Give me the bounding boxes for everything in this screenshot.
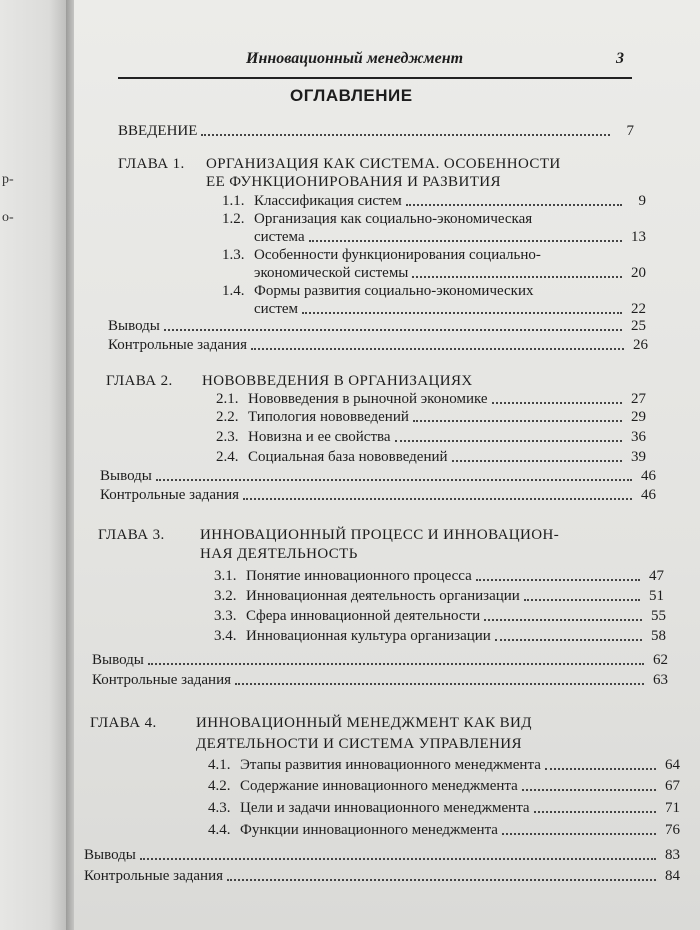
section-title: Новизна и ее свойства — [248, 429, 391, 445]
leader-dots — [534, 800, 656, 813]
leader-dots — [406, 193, 622, 206]
leader-dots — [476, 568, 640, 581]
leader-dots — [309, 229, 622, 242]
leader-dots — [484, 608, 642, 621]
chapter-title-line: ОРГАНИЗАЦИЯ КАК СИСТЕМА. ОСОБЕННОСТИ — [206, 156, 561, 172]
leader-dots — [545, 757, 656, 770]
left-page-fragment: о- — [2, 210, 14, 225]
section-title-cont: экономической системы — [254, 265, 409, 281]
section-number: 3.2. — [214, 588, 237, 604]
section-page: 67 — [665, 778, 680, 794]
leader-dots — [235, 672, 644, 685]
toc-section[interactable] — [208, 777, 680, 795]
tasks-label: Контрольные задания — [84, 868, 223, 884]
section-number: 1.4. — [222, 283, 245, 299]
conclusions-page: 83 — [665, 847, 680, 863]
section-page: 64 — [665, 757, 680, 773]
header-rule — [118, 77, 632, 79]
tasks-label: Контрольные задания — [92, 672, 231, 688]
chapter-number: ГЛАВА 2. — [106, 373, 173, 389]
section-title: Классификация систем — [254, 193, 402, 209]
leader-dots — [452, 449, 622, 462]
section-title-cont: систем — [254, 301, 299, 317]
section-number: 4.3. — [208, 800, 231, 816]
conclusions-label: Выводы — [108, 318, 160, 334]
left-page-fragment: р- — [2, 172, 14, 187]
section-page: 51 — [649, 588, 664, 604]
toc-section[interactable] — [222, 192, 646, 210]
section-number: 2.2. — [216, 409, 239, 425]
toc-title: ОГЛАВЛЕНИЕ — [290, 86, 413, 105]
toc-section[interactable] — [216, 390, 646, 408]
section-number: 2.4. — [216, 449, 239, 465]
toc-section[interactable] — [214, 607, 666, 625]
toc-tasks[interactable] — [92, 671, 668, 689]
tasks-page: 46 — [641, 487, 656, 503]
chapter-title-line: НАЯ ДЕЯТЕЛЬНОСТЬ — [200, 546, 358, 562]
leader-dots — [164, 318, 622, 331]
leader-dots — [492, 391, 622, 404]
chapter-title-line: НОВОВВЕДЕНИЯ В ОРГАНИЗАЦИЯХ — [202, 373, 473, 389]
tasks-page: 84 — [665, 868, 680, 884]
chapter-number: ГЛАВА 1. — [118, 156, 185, 172]
page-number: 3 — [616, 50, 624, 67]
toc-section[interactable] — [216, 408, 646, 426]
section-page: 27 — [631, 391, 646, 407]
conclusions-page: 62 — [653, 652, 668, 668]
toc-tasks[interactable] — [84, 867, 680, 885]
intro-page: 7 — [626, 123, 634, 139]
section-number: 2.3. — [216, 429, 239, 445]
toc-section[interactable] — [208, 821, 680, 839]
leader-dots — [413, 409, 622, 422]
tasks-label: Контрольные задания — [100, 487, 239, 503]
toc-section[interactable] — [214, 567, 664, 585]
leader-dots — [201, 123, 610, 136]
section-page: 58 — [651, 628, 666, 644]
leader-dots — [502, 822, 656, 835]
leader-dots — [140, 847, 656, 860]
section-title: Инновационная культура организации — [246, 628, 491, 644]
section-page: 29 — [631, 409, 646, 425]
section-title: Цели и задачи инновационного менеджмента — [240, 800, 530, 816]
section-title: Инновационная деятельность организации — [246, 588, 520, 604]
chapter-title-line: ИННОВАЦИОННЫЙ МЕНЕДЖМЕНТ КАК ВИД — [196, 715, 532, 731]
chapter-number: ГЛАВА 4. — [90, 715, 157, 731]
section-title: Сфера инновационной деятельности — [246, 608, 481, 624]
toc-section[interactable] — [208, 799, 680, 817]
section-title: Формы развития социально-экономических — [254, 283, 534, 299]
conclusions-label: Выводы — [92, 652, 144, 668]
section-title: Функции инновационного менеджмента — [240, 822, 498, 838]
section-title: Понятие инновационного процесса — [246, 568, 472, 584]
section-page: 22 — [631, 301, 646, 317]
section-title: Нововведения в рыночной экономике — [248, 391, 488, 407]
section-number: 1.3. — [222, 247, 245, 263]
toc-tasks[interactable] — [100, 486, 656, 504]
section-page: 9 — [638, 193, 646, 209]
conclusions-label: Выводы — [100, 468, 152, 484]
leader-dots — [148, 652, 644, 665]
section-title: Этапы развития инновационного менеджмента — [240, 757, 541, 773]
section-number: 2.1. — [216, 391, 239, 407]
section-title: Типология нововведений — [248, 409, 409, 425]
leader-dots — [395, 429, 622, 442]
leader-dots — [524, 588, 640, 601]
chapter-title-line: ИННОВАЦИОННЫЙ ПРОЦЕСС И ИННОВАЦИОН- — [200, 527, 560, 543]
leader-dots — [302, 301, 622, 314]
toc-entry-intro[interactable] — [118, 122, 634, 140]
section-title: Содержание инновационного менеджмента — [240, 778, 518, 794]
leader-dots — [227, 868, 656, 881]
section-page: 13 — [631, 229, 646, 245]
leader-dots — [522, 778, 656, 791]
toc-tasks[interactable] — [108, 336, 648, 354]
section-page: 76 — [665, 822, 680, 838]
tasks-page: 63 — [653, 672, 668, 688]
section-page: 36 — [631, 429, 646, 445]
section-number: 1.1. — [222, 193, 245, 209]
chapter-title-line: ДЕЯТЕЛЬНОСТИ И СИСТЕМА УПРАВЛЕНИЯ — [196, 736, 522, 752]
toc-conclusions[interactable] — [100, 467, 656, 485]
chapter-title-line: ЕЕ ФУНКЦИОНИРОВАНИЯ И РАЗВИТИЯ — [206, 174, 501, 190]
tasks-page: 26 — [633, 337, 648, 353]
section-page: 55 — [651, 608, 666, 624]
toc-conclusions[interactable] — [108, 317, 646, 335]
conclusions-label: Выводы — [84, 847, 136, 863]
section-number: 4.2. — [208, 778, 231, 794]
section-page: 71 — [665, 800, 680, 816]
toc-section[interactable] — [208, 756, 680, 774]
toc-section[interactable] — [214, 627, 666, 645]
left-page-edge — [0, 0, 70, 930]
tasks-label: Контрольные задания — [108, 337, 247, 353]
section-number: 1.2. — [222, 211, 245, 227]
leader-dots — [412, 265, 622, 278]
running-title: Инновационный менеджмент — [246, 50, 464, 67]
section-number: 3.4. — [214, 628, 237, 644]
section-page: 47 — [649, 568, 664, 584]
toc-section[interactable] — [214, 587, 664, 605]
section-number: 3.3. — [214, 608, 237, 624]
toc-section[interactable] — [254, 300, 646, 318]
section-number: 4.1. — [208, 757, 231, 773]
section-number: 4.4. — [208, 822, 231, 838]
section-page: 20 — [631, 265, 646, 281]
toc-section[interactable] — [216, 448, 646, 466]
leader-dots — [156, 468, 632, 481]
toc-conclusions[interactable] — [92, 651, 668, 669]
book-page — [74, 0, 700, 930]
section-title-cont: система — [254, 229, 305, 245]
toc-conclusions[interactable] — [84, 846, 680, 864]
section-number: 3.1. — [214, 568, 237, 584]
section-title: Особенности функционирования социально- — [254, 247, 541, 263]
leader-dots — [251, 337, 624, 350]
section-title: Организация как социально-экономическая — [254, 211, 533, 227]
toc-section[interactable] — [254, 264, 646, 282]
toc-section[interactable] — [254, 228, 646, 246]
conclusions-page: 25 — [631, 318, 646, 334]
toc-section[interactable] — [216, 428, 646, 446]
intro-label: ВВЕДЕНИЕ — [118, 123, 198, 139]
chapter-number: ГЛАВА 3. — [98, 527, 165, 543]
leader-dots — [495, 628, 642, 641]
section-page: 39 — [631, 449, 646, 465]
conclusions-page: 46 — [641, 468, 656, 484]
section-title: Социальная база нововведений — [248, 449, 448, 465]
leader-dots — [243, 487, 632, 500]
